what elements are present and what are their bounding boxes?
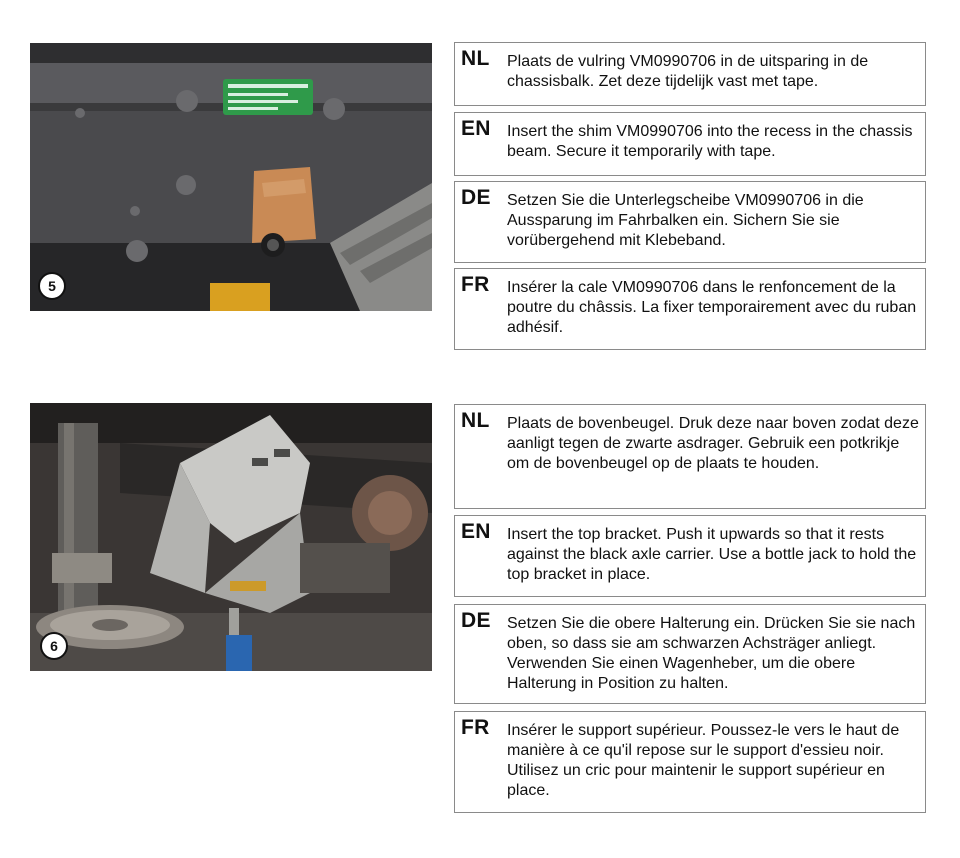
instruction-text: Setzen Sie die obere Halterung ein. Drücken Sie sie nach oben, so dass sie am schwarzen Achsträger anliegt. Verwenden Sie einen Wagenheber, um die obere Halterung in Position zu halten. <box>507 615 916 692</box>
top-bracket-photo <box>30 403 432 671</box>
language-code: EN <box>461 117 491 140</box>
step-6-photo <box>30 403 432 671</box>
instruction-de <box>454 181 926 263</box>
step-number-badge <box>38 272 66 300</box>
language-code: NL <box>461 47 490 70</box>
language-code: NL <box>461 409 490 432</box>
step-number: 5 <box>48 278 56 294</box>
instruction-text: Plaats de vulring VM0990706 in de uitsparing in de chassisbalk. Zet deze tijdelijk vast met tape. <box>507 53 869 90</box>
instruction-en <box>454 515 926 597</box>
step-number-badge <box>40 632 68 660</box>
instruction-fr <box>454 268 926 350</box>
type-plate <box>223 79 313 115</box>
instruction-text: Insérer la cale VM0990706 dans le renfoncement de la poutre du châssis. La fixer temporairement avec du ruban adhésif. <box>507 279 917 336</box>
language-code: FR <box>461 273 490 296</box>
instruction-en <box>454 112 926 176</box>
instruction-text: Insérer le support supérieur. Poussez-le vers le haut de manière à ce qu'il repose sur le support d'essieu noir. Utilisez un cric pour maintenir le support supérieur en place. <box>507 722 900 799</box>
instruction-nl <box>454 42 926 106</box>
instruction-nl <box>454 404 926 509</box>
instruction-de <box>454 604 926 704</box>
instruction-fr <box>454 711 926 813</box>
language-code: FR <box>461 716 490 739</box>
instruction-text: Plaats de bovenbeugel. Druk deze naar boven zodat deze aanligt tegen de zwarte asdrager. Gebruik een potkrikje om de bovenbeugel op de plaats te houden. <box>507 415 919 472</box>
chassis-beam-photo <box>30 43 432 311</box>
step-5-photo <box>30 43 432 311</box>
instruction-text: Insert the shim VM0990706 into the recess in the chassis beam. Secure it temporarily with tape. <box>507 123 913 160</box>
language-code: DE <box>461 186 491 209</box>
language-code: EN <box>461 520 491 543</box>
step-number: 6 <box>50 638 58 654</box>
instruction-text: Insert the top bracket. Push it upwards so that it rests against the black axle carrier. Use a bottle jack to hold the top bracket in place. <box>507 526 917 583</box>
shim <box>252 167 316 243</box>
instruction-text: Setzen Sie die Unterlegscheibe VM0990706 in die Aussparung im Fahrbalken ein. Sichern Sie sie vorübergehend mit Klebeband. <box>507 192 864 249</box>
language-code: DE <box>461 609 491 632</box>
